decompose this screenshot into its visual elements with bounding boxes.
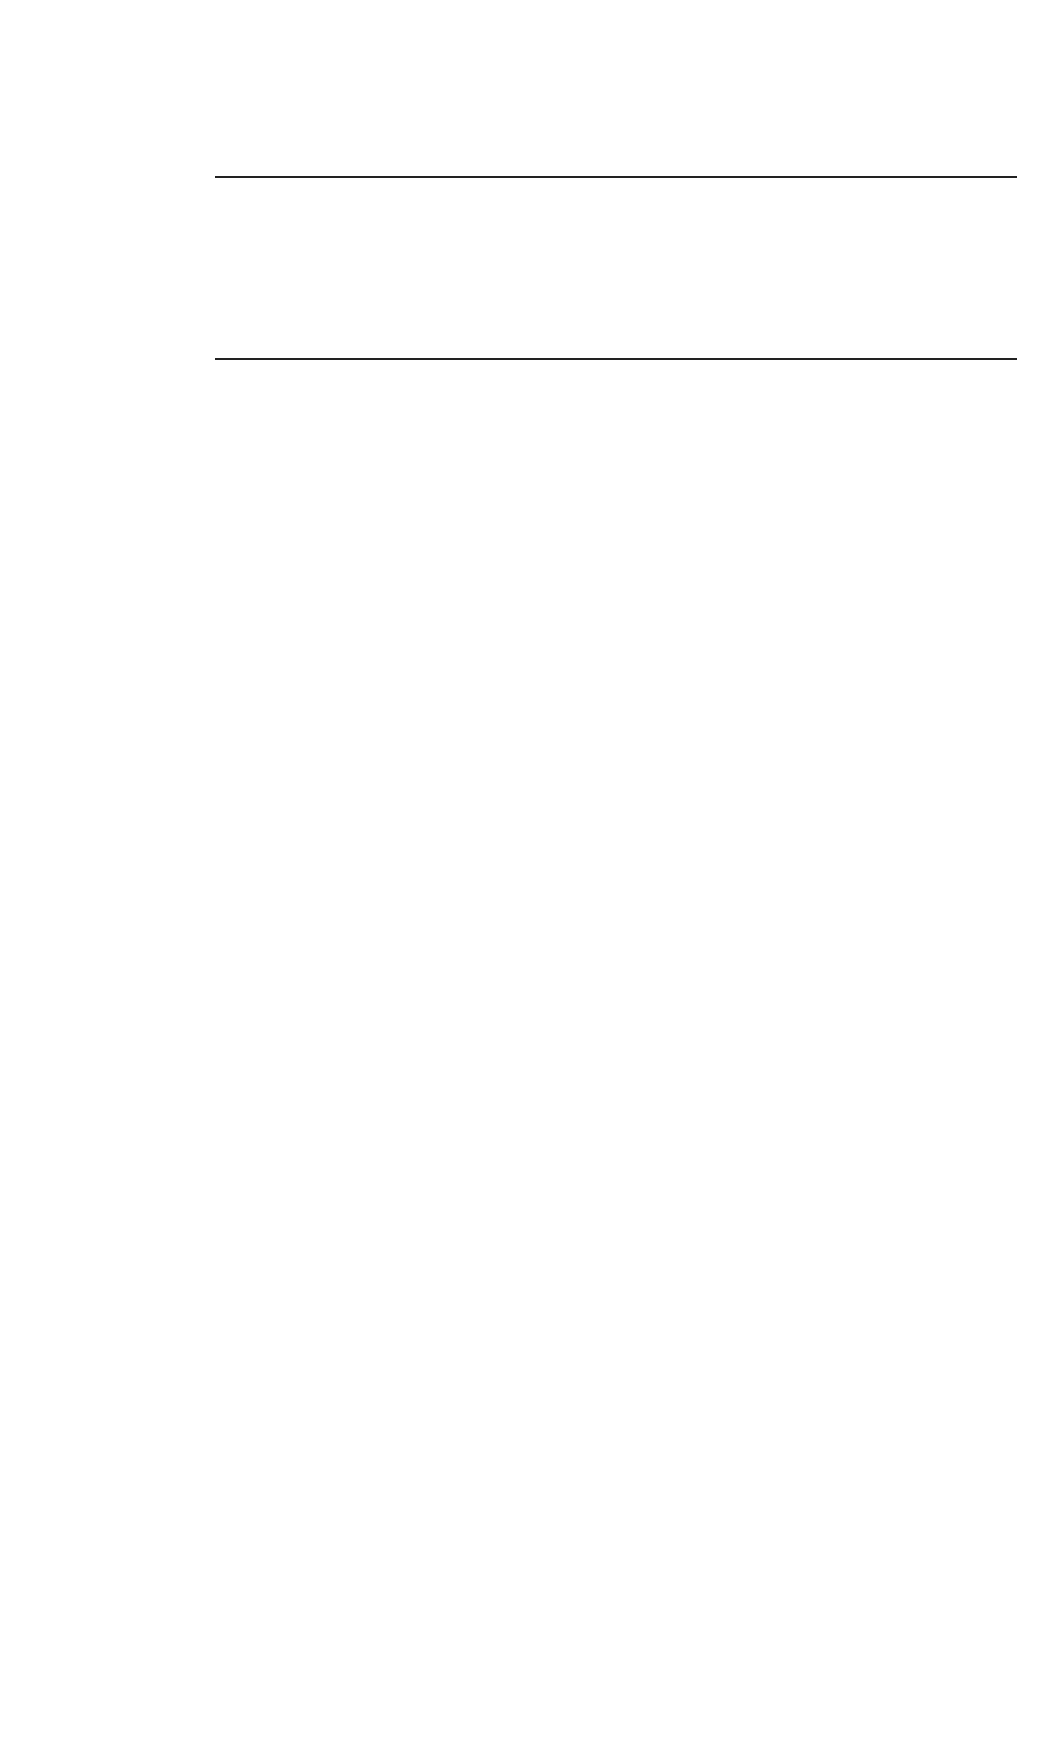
matn-line (215, 192, 1015, 272)
matn-section (215, 192, 1015, 352)
commentary-line (215, 585, 1015, 626)
commentary-section (215, 382, 1015, 1759)
commentary-line (215, 423, 1015, 464)
commentary-line (215, 1152, 1015, 1193)
commentary-line (215, 1435, 1015, 1476)
commentary-line (215, 1314, 1015, 1355)
commentary-line (215, 1395, 1015, 1436)
commentary-line (215, 1638, 1015, 1679)
commentary-line (215, 1476, 1015, 1517)
commentary-line (215, 949, 1015, 990)
commentary-line (215, 463, 1015, 504)
commentary-line (215, 625, 1015, 666)
commentary-line (215, 1557, 1015, 1598)
commentary-line (215, 828, 1015, 869)
commentary-line (215, 1111, 1015, 1152)
commentary-line (215, 1071, 1015, 1112)
commentary-line (215, 990, 1015, 1031)
commentary-line (215, 1597, 1015, 1638)
commentary-line (215, 868, 1015, 909)
commentary-line (215, 1678, 1015, 1719)
commentary-line (215, 382, 1015, 423)
header-rule (215, 176, 1017, 178)
commentary-line (215, 747, 1015, 788)
matn-line (215, 272, 1015, 352)
commentary-line (215, 504, 1015, 545)
commentary-line (215, 666, 1015, 707)
commentary-line (215, 544, 1015, 585)
commentary-line (215, 1192, 1015, 1233)
commentary-line (215, 1516, 1015, 1557)
commentary-line (215, 1030, 1015, 1071)
commentary-line (215, 1273, 1015, 1314)
commentary-line (215, 1233, 1015, 1274)
commentary-line (215, 1354, 1015, 1395)
commentary-line (215, 1719, 1015, 1759)
running-header (215, 128, 1015, 174)
commentary-line (215, 787, 1015, 828)
commentary-line (215, 909, 1015, 950)
matn-rule (215, 358, 1017, 360)
commentary-line (215, 706, 1015, 747)
